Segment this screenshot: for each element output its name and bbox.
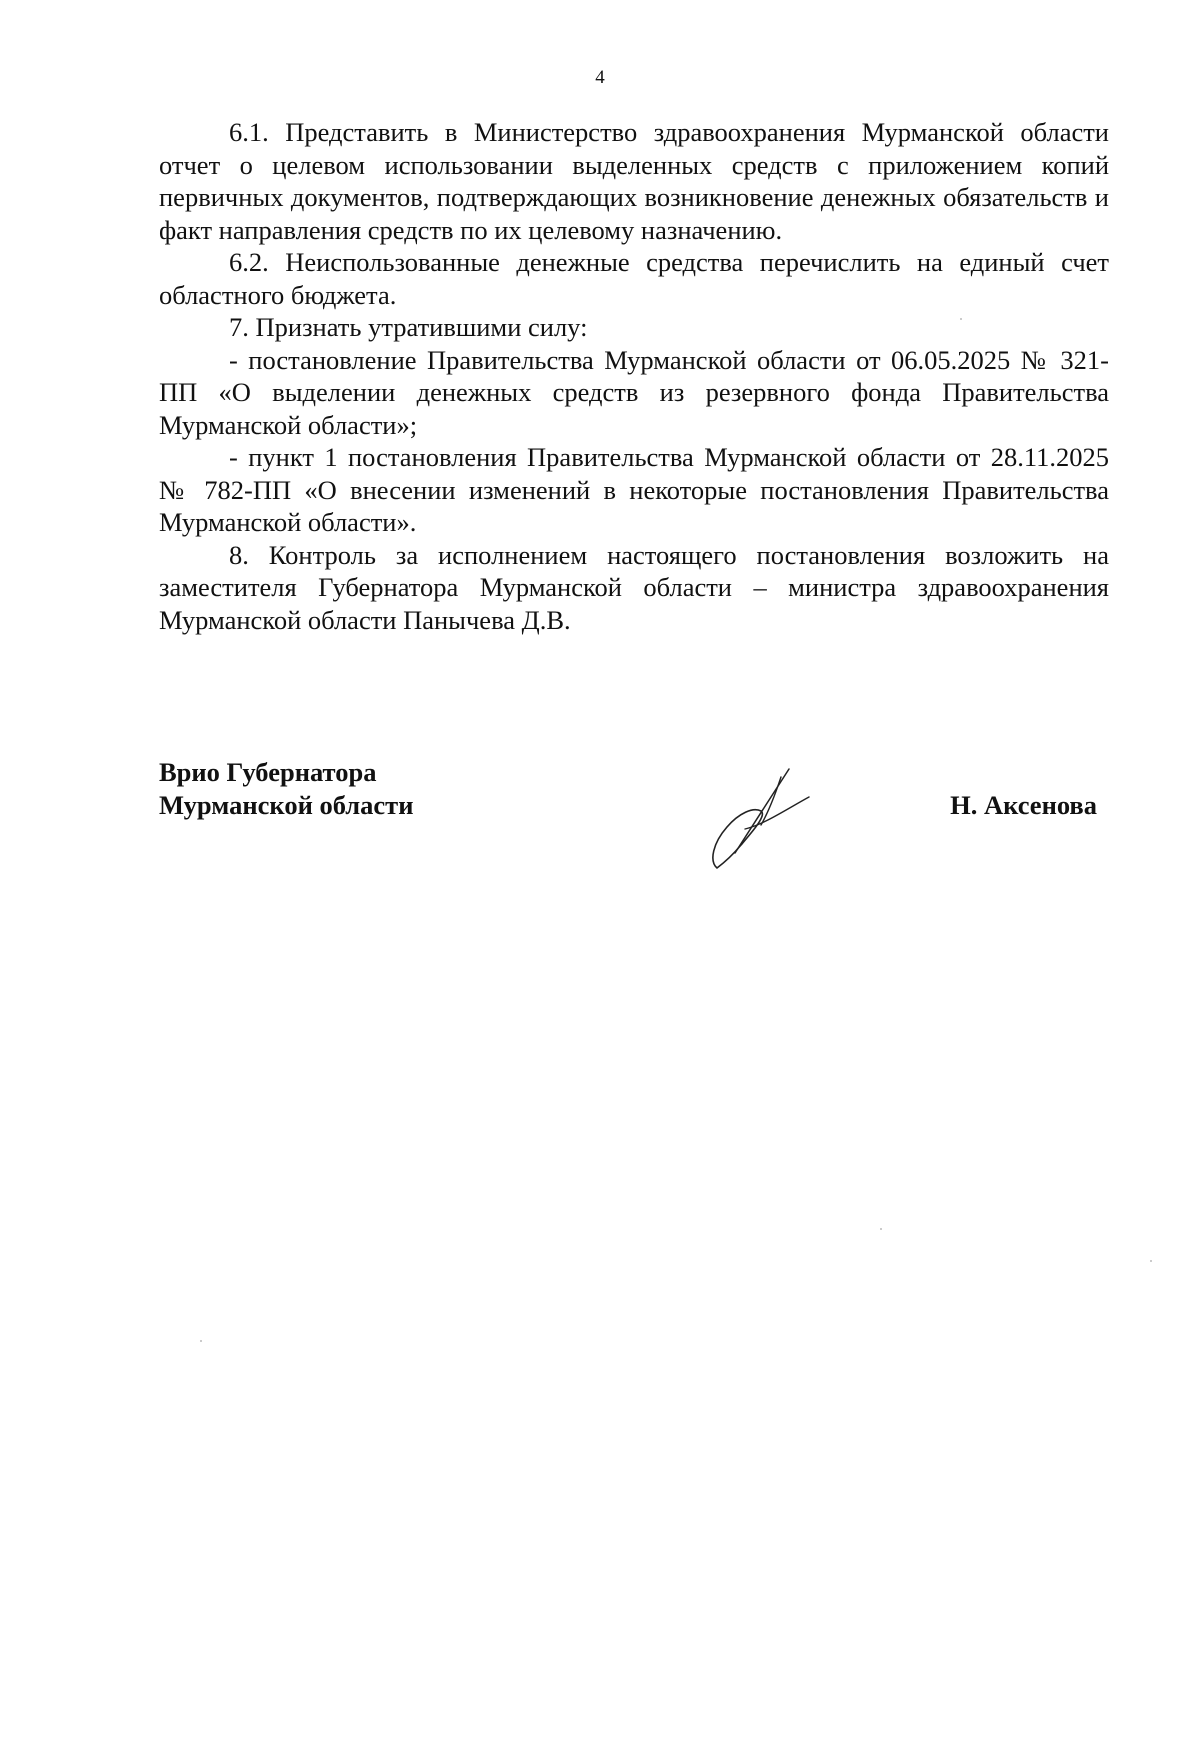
signatory-title: [159, 756, 413, 822]
paragraph-7-item-1: - постановление Правительства Мурманской области от 06.05.2025 № 321-ПП «О выделении денежных средств из резервного фонда Правительства Мурманской области»;: [159, 344, 1109, 440]
paragraph-6-1: 6.1. Представить в Министерство здравоохранения Мурманской области отчет о целевом использовании выделенных средств с приложением копий первичных документов, подтверждающих возникновение денежных обязательств и факт направления средств по их целевому назначению.: [159, 117, 1109, 245]
paragraph-7-item-2: - пункт 1 постановления Правительства Мурманской области от 28.11.2025 № 782-ПП «О внесении изменений в некоторые постановления Правительства Мурманской области».: [159, 442, 1109, 537]
signatory-name: Н. Аксенова: [950, 790, 1097, 820]
page-number: 4: [595, 67, 605, 88]
paragraph-6-2: 6.2. Неиспользованные денежные средства перечислить на единый счет областного бюджета.: [159, 247, 1109, 310]
scan-speck: [1150, 1260, 1152, 1262]
paragraph-7: 7. Признать утратившими силу:: [229, 312, 588, 342]
scan-speck: [880, 1228, 882, 1230]
signatory-title-line-1: Врио Губернатора: [159, 757, 377, 787]
document-body: [159, 116, 1109, 636]
handwritten-signature: [705, 765, 825, 875]
scan-speck: [960, 318, 962, 320]
paragraph-8: 8. Контроль за исполнением настоящего постановления возложить на заместителя Губернатора Мурманской области – министра здравоохранения Мурманской области Панычева Д.В.: [159, 539, 1109, 635]
scan-speck: [200, 1340, 202, 1342]
signatory-title-line-2: Мурманской области: [159, 790, 414, 820]
